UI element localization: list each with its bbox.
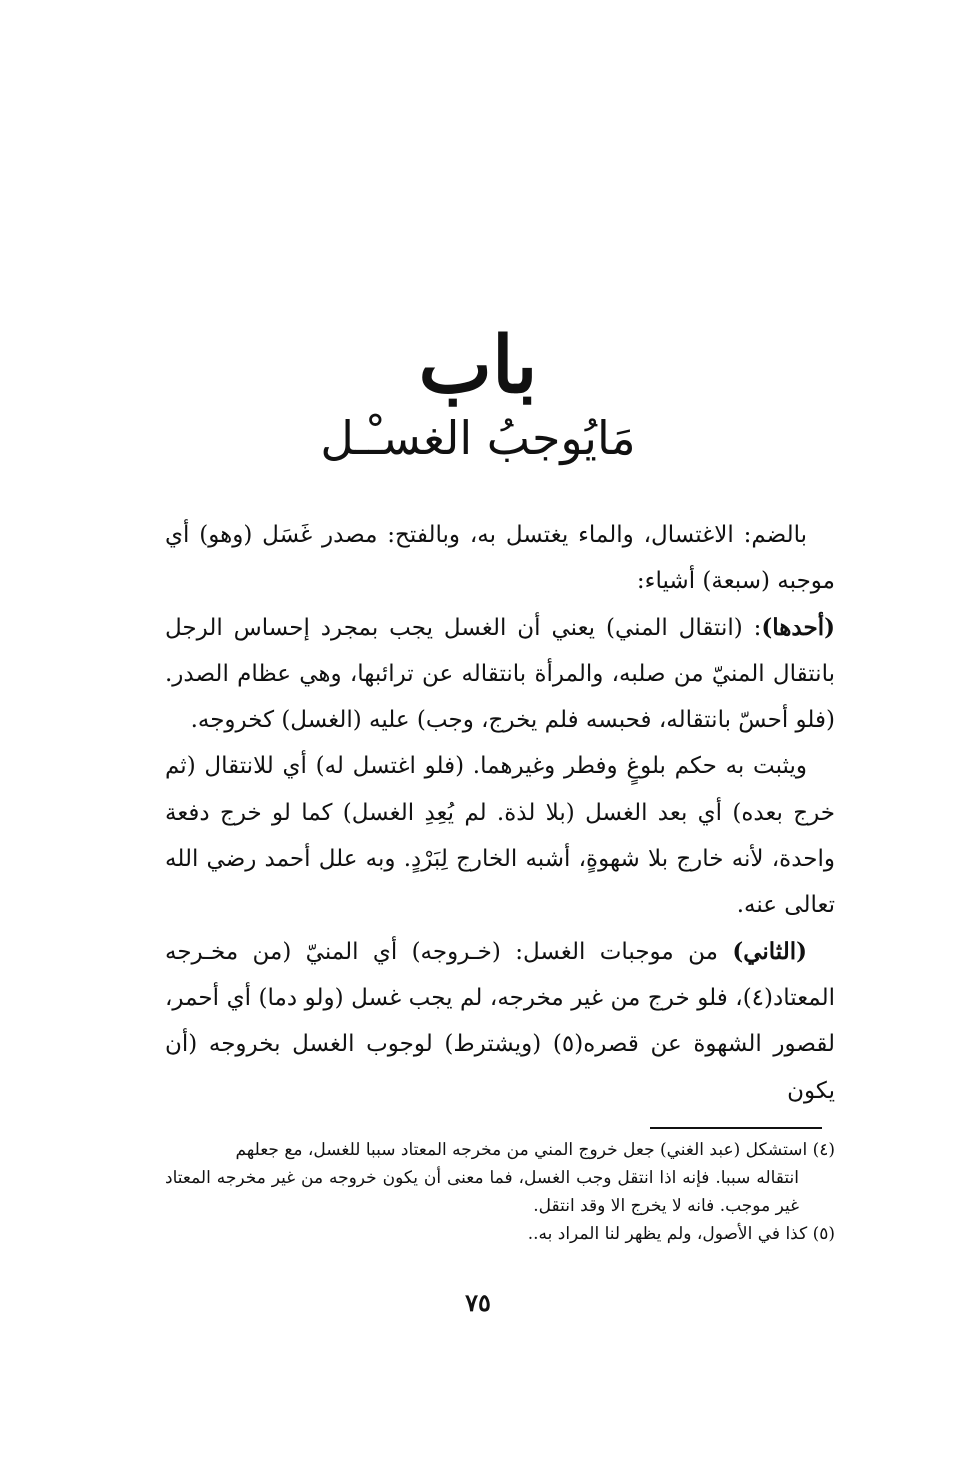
text-line: (ثم خرج بعده) أي بعد الغسل (بلا لذة. لم يُعِدِ الغسل) كما لو خرج [165, 753, 835, 826]
footnotes [165, 1136, 835, 1248]
bold-term: (أحدها) [761, 613, 835, 641]
footnote-line: (٤) استشكل (عبد الغني) جعل خروج المني من مخرجه المعتاد سببا للغسل، مع جعلهم [235, 1140, 835, 1160]
footnote-line: المعتاد غير موجب. فانه لا يخرج الا وقد انتقل. [165, 1168, 799, 1216]
main-text [165, 512, 835, 1114]
footnote-4-continuation [165, 1164, 835, 1220]
bold-term: (الثاني) [732, 937, 807, 965]
paragraph [165, 929, 835, 1114]
text-line: (فلو أحسّ بانتقاله، فحبسه فلم يخرج، وجب) عليه (الغسل) كخروجه. [190, 707, 835, 734]
footnote-line: (٥) كذا في الأصول، ولم يظهر لنا المراد به.. [527, 1224, 835, 1244]
text-line: بانتقال المنيّ من صلبه، والمرأة بانتقاله عن ترائبها، وهي عظام الصدر. [165, 660, 835, 687]
text-line: ويثبت به حكم بلوغٍ وفطر وغيرهما. (فلو اغتسل له) أي للانتقال [204, 753, 807, 780]
text-line: أي موجبه (سبعة) أشياء: [165, 522, 835, 595]
chapter-title: مَايُوجبُ الغسـْـل [320, 411, 636, 465]
paragraph [165, 743, 835, 928]
text-line: دفعة واحدة، لأنه خارج بلا شهوةٍ، أشبه الخارج لِبَرْدٍ. وبه علل أحمد [165, 799, 835, 873]
text-line: المعتاد(٤)، فلو خرج من غير مخرجه، لم يجب غسل (ولو دما) أي أحمر، [165, 984, 835, 1011]
footnote-5 [165, 1220, 835, 1248]
text-line: من موجبات الغسل: (خـروجه) أي المنيّ (من مخـرجه [165, 938, 733, 965]
text-line: : (انتقال المني) يعني أن الغسل يجب بمجرد إحساس الرجل [165, 614, 762, 641]
text-line: رضي الله تعالى عنه. [165, 846, 835, 919]
text-line: لقصور الشهوة عن قصره(٥) (ويشترط) لوجوب الغسل بخروجه (أن يكون [165, 1031, 835, 1104]
footnote-line: انتقاله سببا. فإنه اذا انتقل وجب الغسل، فما معنى أن يكون خروجه من غير مخرجه [216, 1168, 799, 1188]
paragraph [165, 605, 835, 744]
paragraph [165, 512, 835, 605]
footnote-4 [165, 1136, 835, 1164]
footnote-separator [650, 1127, 822, 1129]
text-line: بالضم: الاغتسال، والماء يغتسل به، وبالفتح: مصدر غَسَل (وهو) [199, 522, 807, 548]
chapter-heading: باب [418, 320, 538, 411]
page-number: ٧٥ [465, 1288, 491, 1317]
